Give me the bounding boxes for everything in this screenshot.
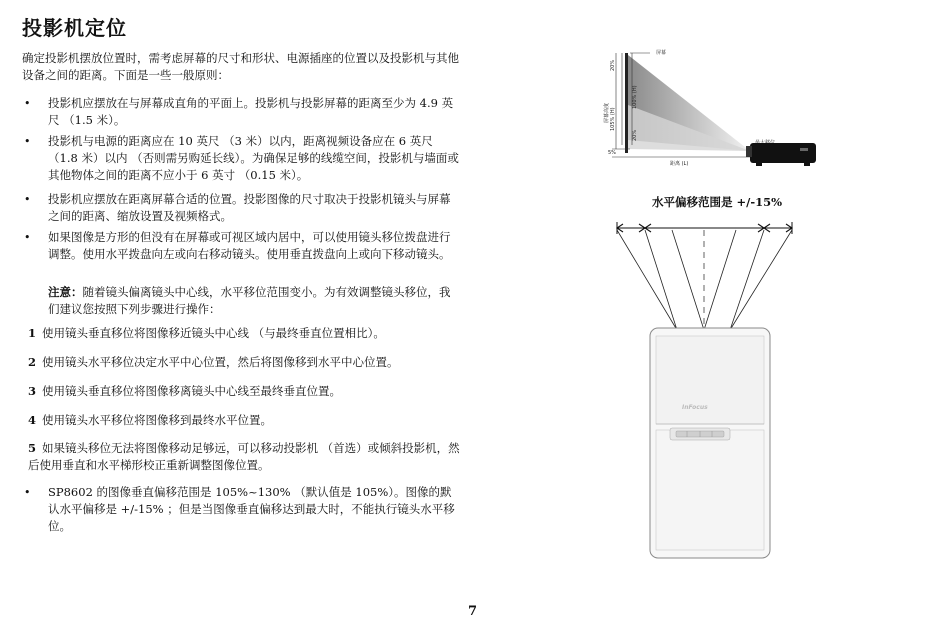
step-number: 5 (28, 441, 37, 455)
projector-top-icon (650, 328, 770, 558)
pct-20-bottom: 20% (632, 129, 638, 141)
step-number: 1 (28, 326, 37, 340)
projection-distance-diagram (600, 45, 830, 170)
bullet-dot: • (24, 193, 31, 206)
step-item (28, 354, 458, 371)
pct-5: 5% (608, 150, 616, 156)
intro-paragraph: 确定投影机摆放位置时，需考虑屏幕的尺寸和形状、电源插座的位置以及投影机与其他设备之间的距离。下面是一些一般原则： (22, 51, 459, 82)
pct-105: 105% (H) (610, 107, 616, 131)
projection-fan-lines (617, 230, 792, 330)
step-number: 3 (28, 384, 37, 398)
note-paragraph (48, 284, 460, 318)
step-text: 使用镜头垂直移位将图像移近镜头中心线 （与最终垂直位置相比）。 (42, 326, 385, 340)
step-item (28, 440, 464, 474)
bullet-item: 如果图像是方形的但没有在屏幕或可视区域内居中，可以使用镜头移位拨盘进行调整。使用水平拨盘向左或向右移动镜头。使用垂直拨盘向上或向下移动镜头。 (48, 230, 451, 261)
step-text: 如果镜头移位无法将图像移动足够远，可以移动投影机 （首选）或倾斜投影机，然后使用垂直和水平梯形校正重新调整图像位置。 (28, 441, 460, 472)
bullet-item: 投影机与电源的距离应在 10 英尺 （3 米）以内，距离视频设备应在 6 英尺 （1.8 米）以内 （否则需另购延长线）。为确保足够的线缆空间，投影机与墙面或其他物体之间的距离不应小于 6 英寸 （0.15 米）。 (48, 134, 459, 182)
bullet-item: 投影机应摆放在与屏幕成直角的平面上。投影机与投影屏幕的距离至少为 4.9 英尺 （1.5 米）。 (48, 96, 454, 127)
step-text: 使用镜头水平移位决定水平中心位置，然后将图像移到水平中心位置。 (42, 355, 399, 369)
horizontal-shift-diagram (612, 218, 797, 613)
shift-range-arrows (617, 224, 792, 232)
projector-side-icon (746, 143, 816, 166)
step-text: 使用镜头水平移位将图像移到最终水平位置。 (42, 413, 272, 427)
screen-label: 屏幕 (656, 50, 667, 56)
brand-logo: InFocus (682, 404, 708, 411)
bullet-dot: • (24, 486, 31, 499)
page-title: 投影机定位 (22, 16, 127, 40)
bullet-dot: • (24, 97, 31, 110)
step-item (28, 325, 458, 342)
bullet-dot: • (24, 135, 31, 148)
horizontal-shift-title: 水平偏移范围是 +/-15% (652, 195, 783, 209)
bullet-item: 投影机应摆放在距离屏幕合适的位置。投影图像的尺寸取决于投影机镜头与屏幕之间的距离、缩放设置及视频格式。 (48, 192, 451, 223)
note-text: 随着镜头偏离镜头中心线，水平移位范围变小。为有效调整镜头移位，我们建议您按照下列步骤进行操作： (48, 285, 451, 316)
pct-20-top: 20% (610, 59, 616, 71)
screen-height-label: 屏幕高度 (604, 102, 610, 123)
step-text: 使用镜头垂直移位将图像移离镜头中心线至最终垂直位置。 (42, 384, 341, 398)
bullet-item: SP8602 的图像垂直偏移范围是 105%~130% （默认值是 105%）。图像的默认水平偏移是 +/-15% ；但是当图像垂直偏移达到最大时，不能执行镜头水平移位。 (48, 485, 455, 533)
bullet-dot: • (24, 231, 31, 244)
step-number: 4 (28, 413, 37, 427)
note-label: 注意： (48, 285, 83, 299)
distance-label: 距离 (L) (670, 161, 689, 167)
pct-100: 100% (H) (632, 85, 638, 109)
page-number: 7 (468, 604, 478, 619)
step-item (28, 383, 458, 400)
screen-edge (625, 53, 628, 153)
step-item (28, 412, 458, 429)
step-number: 2 (28, 355, 37, 369)
